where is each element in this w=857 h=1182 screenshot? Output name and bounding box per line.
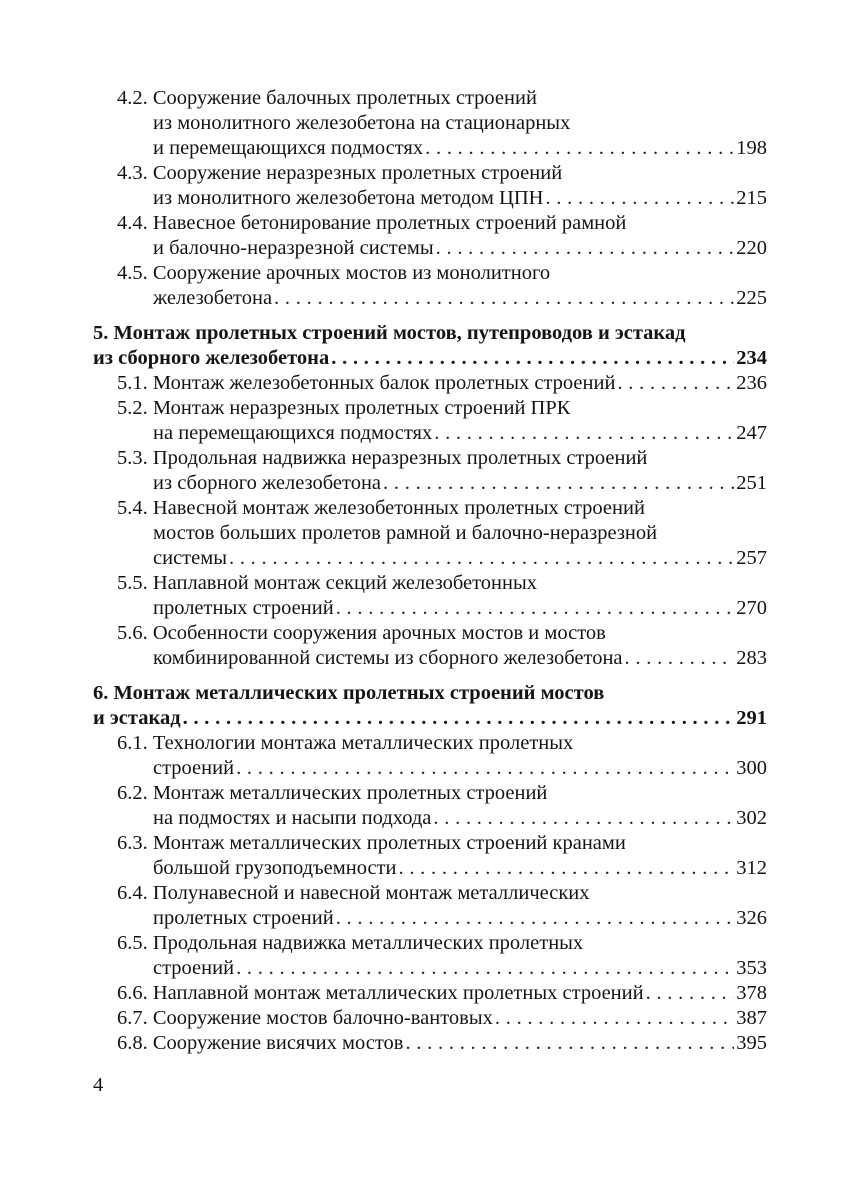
toc-entry-text: 4.5. Сооружение арочных мостов из монолитного [117, 262, 551, 284]
toc-entry-text: и перемещающихся подмостях [153, 137, 424, 159]
toc-entry-text: железобетона [153, 287, 273, 309]
toc-line [153, 136, 767, 161]
dot-leader [229, 546, 734, 571]
toc-entry-text: 6.3. Монтаж металлических пролетных строений кранами [117, 832, 626, 854]
toc-entry-text: 5.2. Монтаж неразрезных пролетных строений ПРК [117, 397, 571, 419]
toc-page-number: 236 [736, 372, 767, 394]
toc-entry-text: 6.1. Технологии монтажа металлических пролетных [117, 732, 574, 754]
dot-leader [625, 646, 735, 671]
toc-entry-text: из монолитного железобетона методом ЦПН [153, 187, 544, 209]
toc-entry-text: строений [153, 757, 235, 779]
toc-line [153, 596, 767, 621]
toc-page-number: 395 [736, 1032, 767, 1054]
toc-line [117, 161, 562, 186]
toc-line [117, 731, 573, 756]
toc-page-number: 247 [736, 422, 767, 444]
toc-entry-text: большой грузоподъемности [153, 857, 397, 879]
dot-leader [236, 756, 734, 781]
toc-entry-text: пролетных строений [153, 597, 334, 619]
toc-line [93, 681, 604, 706]
dot-leader [434, 421, 734, 446]
toc-entry-text: строений [153, 957, 235, 979]
toc-entry-text: 6.5. Продольная надвижка металлических пролетных [117, 932, 584, 954]
toc-page-number: 300 [736, 757, 767, 779]
toc-line [153, 546, 767, 571]
toc-entry-text: 5.6. Особенности сооружения арочных мостов и мостов [117, 622, 606, 644]
toc-page-number: 257 [736, 547, 767, 569]
toc-line [117, 621, 606, 646]
toc-entry-text: из монолитного железобетона на стационарных [153, 112, 571, 134]
toc-line [153, 186, 767, 211]
toc-entry-text: и эстакад [93, 707, 181, 729]
toc-entry-text: 5. Монтаж пролетных строений мостов, путепроводов и эстакад [93, 322, 686, 344]
toc-line [117, 781, 547, 806]
toc-entry-text: 6.2. Монтаж металлических пролетных строений [117, 782, 548, 804]
dot-leader [398, 856, 734, 881]
toc-page-number: 225 [736, 287, 767, 309]
dot-leader [617, 371, 734, 396]
toc-page-number: 353 [736, 957, 767, 979]
dot-leader [336, 906, 735, 931]
toc-entry-text: 5.4. Навесной монтаж железобетонных пролетных строений [117, 497, 645, 519]
toc-line [153, 756, 767, 781]
toc-page-number: 251 [736, 472, 767, 494]
toc-line [153, 471, 767, 496]
toc-line [117, 261, 550, 286]
toc-line [117, 496, 645, 521]
toc-line [117, 831, 626, 856]
toc-page-number: 270 [736, 597, 767, 619]
toc-page-number: 387 [736, 1007, 767, 1029]
toc-page-number: 302 [736, 807, 767, 829]
toc-page-number: 283 [736, 647, 767, 669]
toc-entry-text: 4.3. Сооружение неразрезных пролетных строений [117, 162, 563, 184]
toc-entry-text: системы [153, 547, 227, 569]
dot-leader [545, 186, 734, 211]
dot-leader [236, 956, 734, 981]
toc-page-number: 234 [736, 347, 767, 369]
dot-leader [383, 471, 734, 496]
toc-entry-text: 5.1. Монтаж железобетонных балок пролетных строений [117, 372, 616, 394]
toc-line [153, 646, 767, 671]
dot-leader [425, 136, 734, 161]
toc-entry-text: на подмостях и насыпи подхода [153, 807, 432, 829]
toc-page-number: 312 [736, 857, 767, 879]
dot-leader [436, 236, 735, 261]
toc-line [117, 446, 647, 471]
toc-page-number: 291 [736, 707, 767, 729]
toc-page-number: 198 [736, 137, 767, 159]
toc-line [117, 396, 570, 421]
toc-entry-text: 6.6. Наплавной монтаж металлических пролетных строений [117, 982, 644, 1004]
page-number: 4 [93, 1074, 104, 1096]
toc-line [117, 1006, 767, 1031]
toc-line [153, 236, 767, 261]
toc-line [153, 421, 767, 446]
toc-page-number: 220 [736, 237, 767, 259]
toc-line [117, 571, 537, 596]
toc-line [153, 956, 767, 981]
toc-line [153, 856, 767, 881]
toc-entry-text: комбинированной системы из сборного железобетона [153, 647, 623, 669]
toc-line [117, 211, 626, 236]
toc-entry-text: из сборного железобетона [93, 347, 330, 369]
dot-leader [433, 806, 734, 831]
toc-line [117, 981, 767, 1006]
dot-leader [274, 286, 734, 311]
toc-entry-text: мостов больших пролетов рамной и балочно-неразрезной [153, 522, 658, 544]
toc-line [93, 346, 767, 371]
toc-entry-text: 5.5. Наплавной монтаж секций железобетонных [117, 572, 537, 594]
toc-line [153, 521, 657, 546]
toc-entry-text: 6. Монтаж металлических пролетных строений мостов [93, 682, 605, 704]
toc-line [117, 1031, 767, 1056]
toc-page-number: 215 [736, 187, 767, 209]
toc-page-number: 378 [736, 982, 767, 1004]
toc-line [153, 111, 570, 136]
toc-page-number: 326 [736, 907, 767, 929]
toc-entry-text: и балочно-неразрезной системы [153, 237, 434, 259]
dot-leader [336, 596, 735, 621]
toc-line [153, 806, 767, 831]
dot-leader [183, 706, 735, 731]
toc-entry-text: 4.2. Сооружение балочных пролетных строений [117, 87, 537, 109]
toc-line [117, 86, 537, 111]
toc-line [93, 706, 767, 731]
toc-entry-text: из сборного железобетона [153, 472, 382, 494]
toc-entry-text: 5.3. Продольная надвижка неразрезных пролетных строений [117, 447, 648, 469]
dot-leader [331, 346, 734, 371]
toc-line [117, 881, 590, 906]
toc-entry-text: 4.4. Навесное бетонирование пролетных строений рамной [117, 212, 627, 234]
dot-leader [646, 981, 735, 1006]
toc-line [153, 286, 767, 311]
toc-line [117, 371, 767, 396]
toc-entry-text: пролетных строений [153, 907, 334, 929]
toc-entry-text: 6.8. Сооружение висячих мостов [117, 1032, 404, 1054]
toc-entry-text: 6.4. Полунавесной и навесной монтаж металлических [117, 882, 590, 904]
toc-line [117, 931, 583, 956]
dot-leader [405, 1031, 734, 1056]
toc-line [93, 321, 686, 346]
toc-line [153, 906, 767, 931]
toc-entry-text: на перемещающихся подмостях [153, 422, 433, 444]
dot-leader [495, 1006, 734, 1031]
toc-entry-text: 6.7. Сооружение мостов балочно-вантовых [117, 1007, 493, 1029]
